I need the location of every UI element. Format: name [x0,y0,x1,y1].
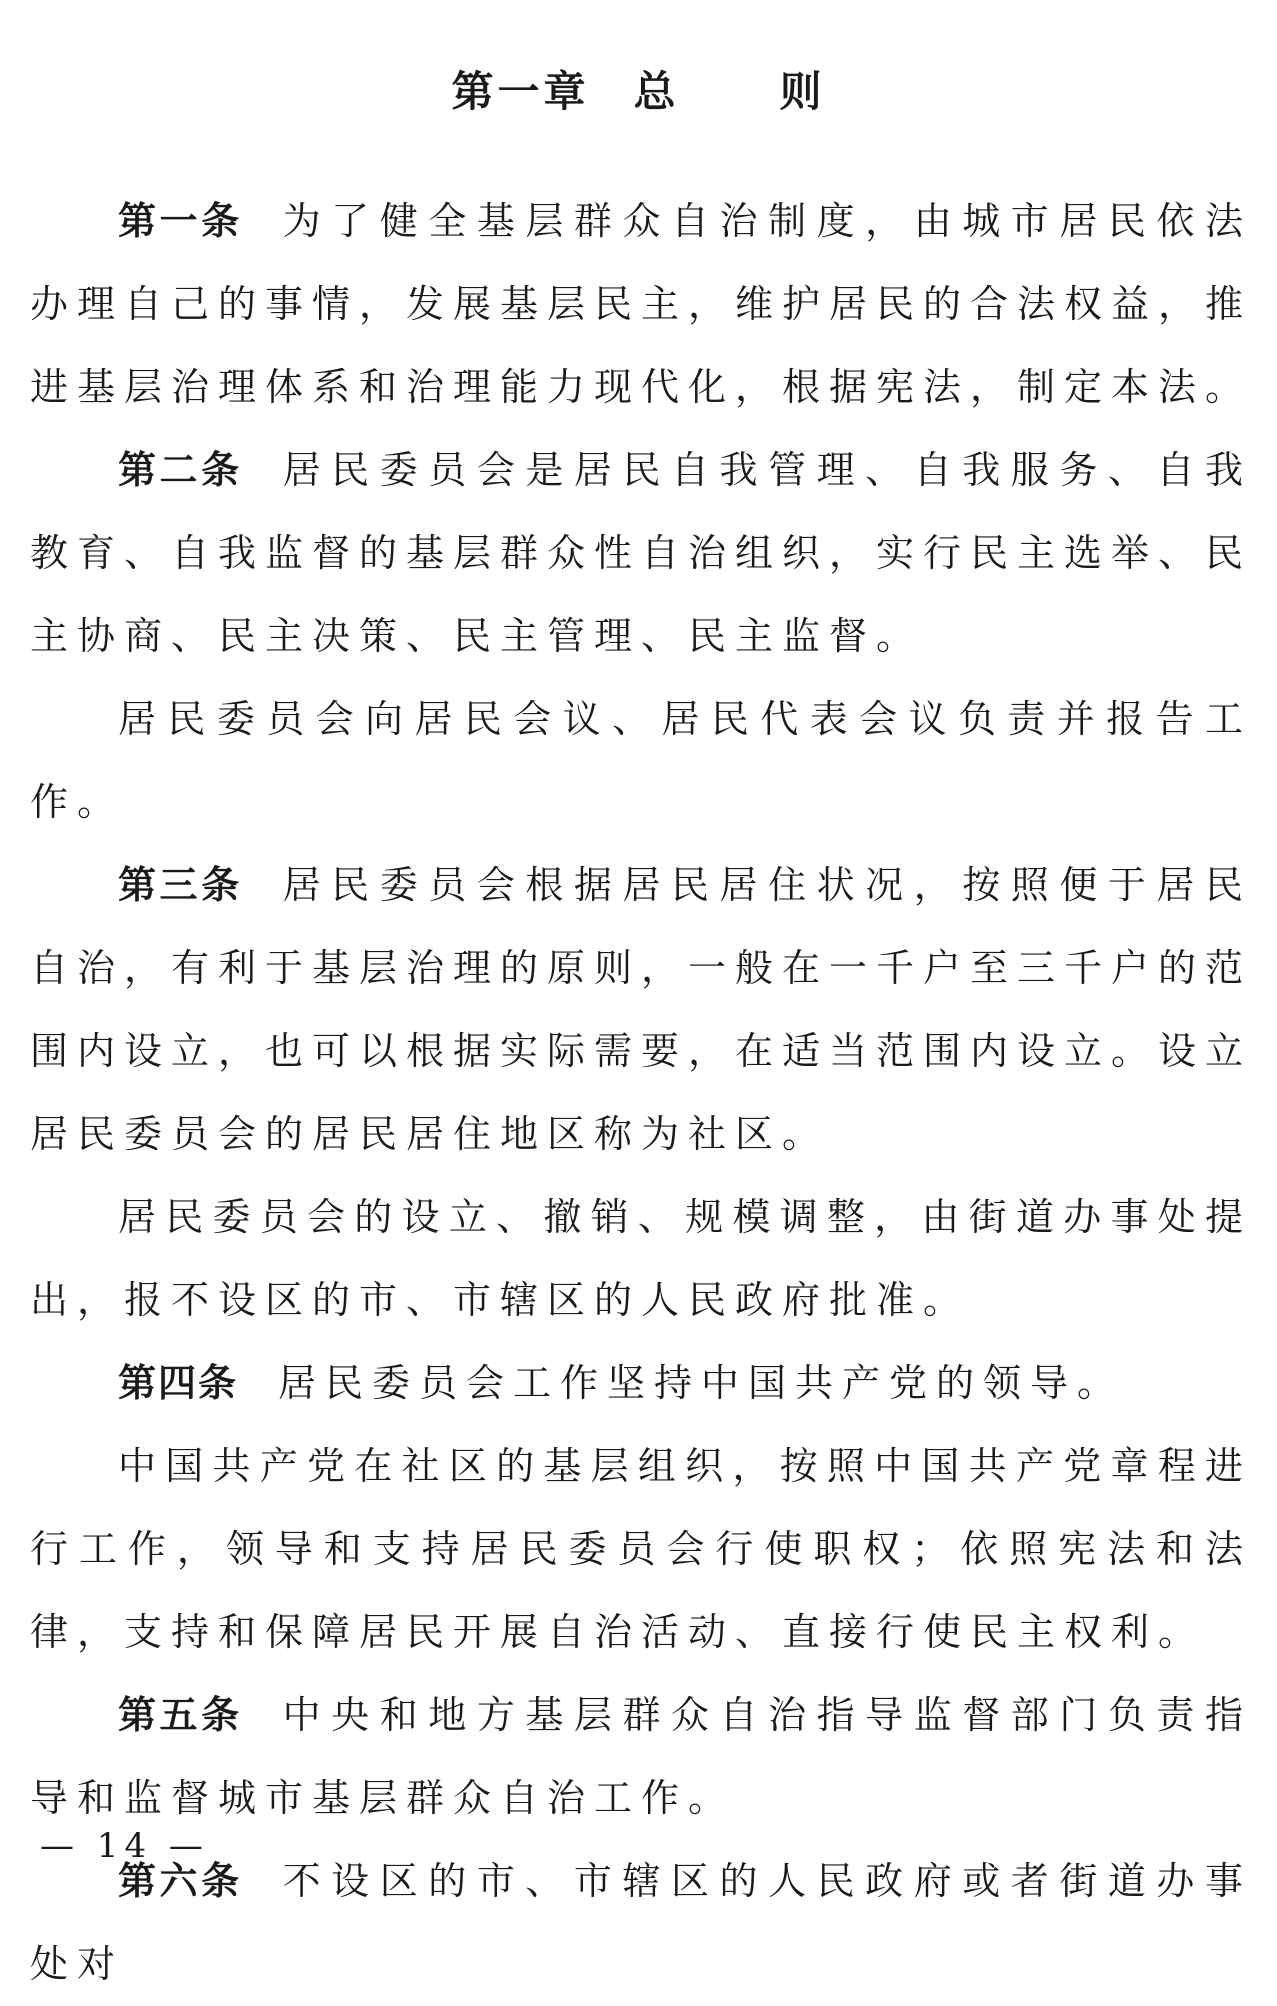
article-4-number: 第四条 [118,1361,239,1405]
article-5-text: 中央和地方基层群众自治指导监督部门负责指导和监督城市基层群众自治工作。 [30,1693,1252,1820]
chapter-title [0,64,1277,120]
article-3-extra-paragraph: 居民委员会的设立、撤销、规模调整，由街道办事处提出，报不设区的市、市辖区的人民政府批准。 [30,1195,1252,1322]
article-4-text: 居民委员会工作坚持中国共产党的领导。 [278,1361,1125,1405]
article-4-paragraph [30,1342,1252,1425]
article-1-number: 第一条 [118,199,243,243]
article-4-extra-paragraph: 中国共产党在社区的基层组织，按照中国共产党章程进行工作，领导和支持居民委员会行使职权；依照宪法和法律，支持和保障居民开展自治活动、直接行使民主权利。 [30,1444,1252,1654]
article-2-number: 第二条 [118,448,243,492]
article-6-paragraph [30,1840,1252,2006]
chapter-title-word-1: 总 [633,67,680,116]
article-3-paragraph [30,844,1252,1176]
article-5-number: 第五条 [118,1693,243,1737]
article-2-paragraph [30,429,1252,678]
chapter-title-word-2: 则 [779,67,826,116]
article-5-paragraph [30,1674,1252,1840]
article-2-text: 居民委员会是居民自我管理、自我服务、自我教育、自我监督的基层群众性自治组织，实行民主选举、民主协商、民主决策、民主管理、民主监督。 [30,448,1253,658]
article-3-text: 居民委员会根据居民居住状况，按照便于居民自治，有利于基层治理的原则，一般在一千户至三千户的范围内设立，也可以根据实际需要，在适当范围内设立。设立居民委员会的居民居住地区称为社区。 [30,863,1253,1156]
article-6-number: 第六条 [118,1859,243,1903]
chapter-title-number: 第一章 [451,67,590,116]
article-6-text: 不设区的市、市辖区的人民政府或者街道办事处对 [30,1859,1252,1986]
article-1-paragraph [30,180,1252,429]
article-3-number: 第三条 [118,863,243,907]
article-1-text: 为了健全基层群众自治制度，由城市居民依法办理自己的事情，发展基层民主，维护居民的合法权益，推进基层治理体系和治理能力现代化，根据宪法，制定本法。 [30,199,1253,409]
article-2-extra-paragraph: 居民委员会向居民会议、居民代表会议负责并报告工作。 [30,697,1252,824]
document-body [30,180,1252,2006]
page-number: — 14 — [40,1826,209,1866]
